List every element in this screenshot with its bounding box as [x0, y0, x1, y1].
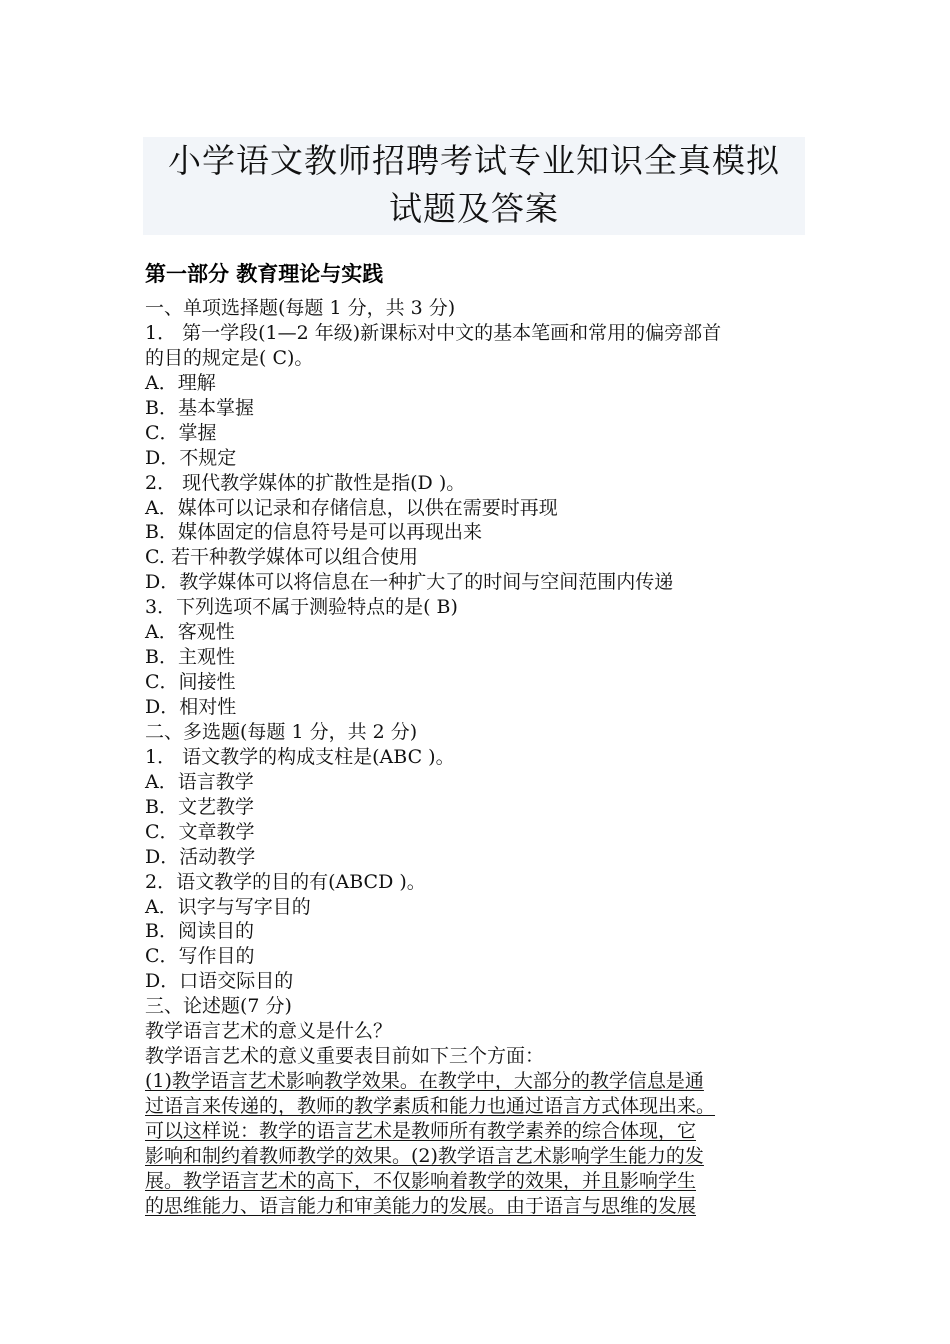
text-line: C．间接性 — [145, 671, 236, 694]
text-line: A．识字与写字目的 — [145, 895, 311, 918]
text-line: 教学语言艺术的意义重要表目前如下三个方面： — [145, 1045, 545, 1068]
text-line: 2． 现代教学媒体的扩散性是指(D )。 — [145, 471, 466, 494]
text-line: C．掌握 — [145, 421, 217, 444]
underlined-line: 可以这样说：教学的语言艺术是教师所有教学素养的综合体现，它 — [145, 1119, 697, 1142]
text-line: 的目的规定是( C)。 — [145, 346, 314, 369]
text-line: A．语言教学 — [145, 770, 254, 793]
text-line: 3．下列选项不属于测验特点的是( B) — [145, 596, 458, 619]
text-line: D．教学媒体可以将信息在一种扩大了的时间与空间范围内传递 — [145, 571, 674, 594]
title-line-2: 试题及答案 — [389, 189, 559, 228]
underlined-line: 展。教学语言艺术的高下，不仅影响着教学的效果，并且影响学生 — [145, 1169, 697, 1192]
text-line: A．客观性 — [145, 621, 235, 644]
document-body — [145, 296, 835, 1219]
underlined-line: (1)教学语言艺术影响教学效果。在教学中，大部分的教学信息是通 — [145, 1070, 704, 1093]
text-line: 三、论述题(7 分) — [145, 995, 292, 1018]
text-line: B．阅读目的 — [145, 920, 254, 943]
text-line: 1． 语文教学的构成支柱是(ABC )。 — [145, 745, 455, 768]
section-heading: 第一部分 教育理论与实践 — [145, 262, 384, 286]
text-line: 1． 第一学段(1—2 年级)新课标对中文的基本笔画和常用的偏旁部首 — [145, 321, 722, 344]
underlined-line: 过语言来传递的，教师的教学素质和能力也通过语言方式体现出来。 — [145, 1095, 716, 1117]
text-line: 2．语文教学的目的有(ABCD )。 — [145, 870, 426, 893]
text-line: 一、单项选择题(每题 1 分，共 3 分) — [145, 297, 456, 319]
text-line: B．文艺教学 — [145, 795, 254, 818]
text-line: B．媒体固定的信息符号是可以再现出来 — [145, 521, 482, 544]
text-line: C. 若干种教学媒体可以组合使用 — [145, 546, 418, 569]
text-line: D．口语交际目的 — [145, 970, 294, 993]
document-title — [143, 137, 805, 235]
underlined-line: 影响和制约着教师教学的效果。(2)教学语言艺术影响学生能力的发 — [145, 1144, 704, 1167]
title-line-1: 小学语文教师招聘考试专业知识全真模拟 — [168, 141, 780, 180]
text-line: B．主观性 — [145, 646, 235, 669]
text-line: D．活动教学 — [145, 845, 256, 868]
text-line: D．相对性 — [145, 696, 237, 718]
underlined-line: 的思维能力、语言能力和审美能力的发展。由于语言与思维的发展 — [145, 1194, 697, 1217]
text-line: B．基本掌握 — [145, 396, 254, 419]
text-line: C．写作目的 — [145, 945, 255, 968]
text-line: 二、多选题(每题 1 分，共 2 分) — [145, 720, 418, 743]
text-line: C．文章教学 — [145, 820, 255, 843]
text-line: 教学语言艺术的意义是什么？ — [145, 1020, 393, 1043]
text-line: D．不规定 — [145, 446, 237, 469]
text-line: A．理解 — [145, 371, 216, 394]
text-line: A．媒体可以记录和存储信息，以供在需要时再现 — [145, 496, 558, 519]
